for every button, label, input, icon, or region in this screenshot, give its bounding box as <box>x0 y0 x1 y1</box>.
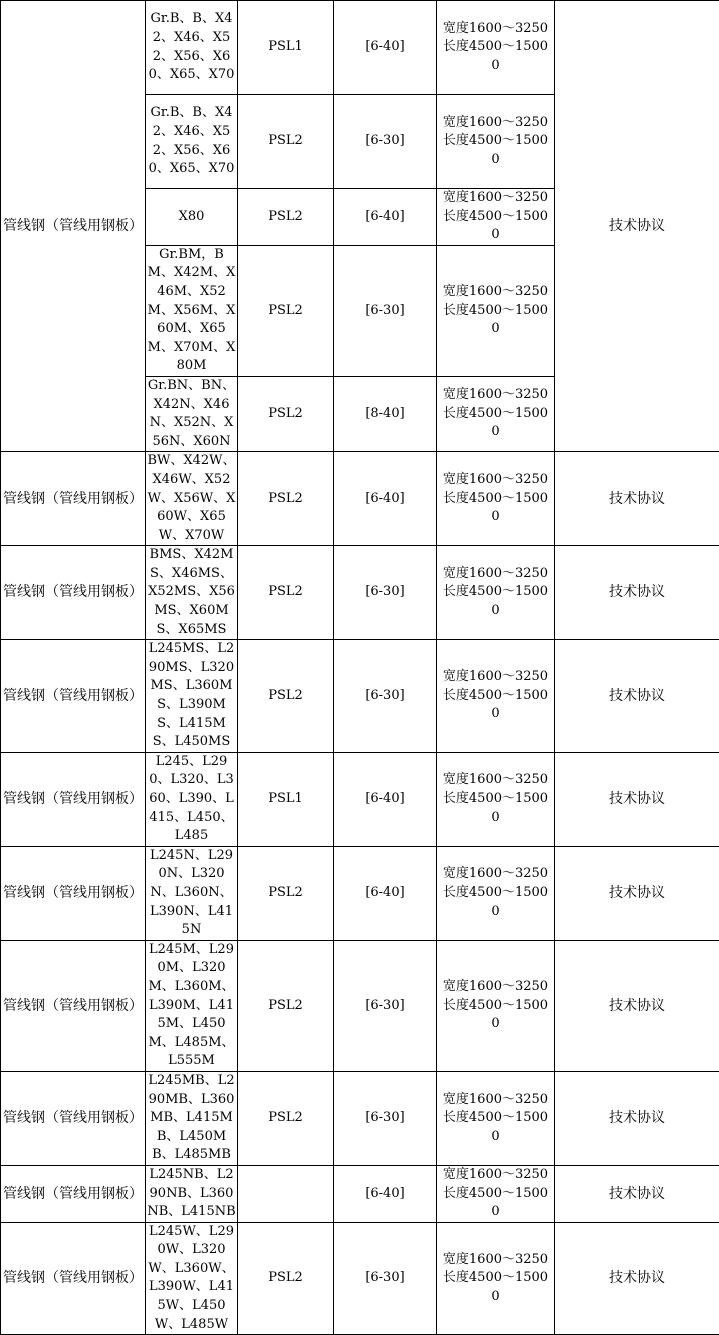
thickness-cell: [6-30] <box>334 546 437 640</box>
note-cell: 技术协议 <box>555 846 719 940</box>
dimensions-cell: 宽度1600～3250长度4500～15000 <box>437 245 555 376</box>
product-cell: 管线钢（管线用钢板） <box>1 1222 146 1335</box>
level-cell: PSL1 <box>238 1 334 95</box>
grade-cell: Gr.BN、BN、X42N、X46N、X52N、X56N、X60N <box>146 376 238 451</box>
note-cell: 技术协议 <box>555 752 719 846</box>
table-row <box>1 452 719 546</box>
level-cell: PSL2 <box>238 189 334 246</box>
dimensions-cell: 宽度1600～3250长度4500～15000 <box>437 376 555 451</box>
grade-cell: Gr.BM，BM、X42M、X46M、X52M、X56M、X60M、X65M、X70M、X80M <box>146 245 238 376</box>
thickness-cell: [6-40] <box>334 752 437 846</box>
note-cell: 技术协议 <box>555 1222 719 1335</box>
dimensions-cell: 宽度1600～3250长度4500～15000 <box>437 546 555 640</box>
product-cell: 管线钢（管线用钢板） <box>1 1165 146 1222</box>
table-row <box>1 640 719 753</box>
grade-cell: L245MB、L290MB、L360MB、L415MB、L450MB、L485MB <box>146 1071 238 1165</box>
thickness-cell: [6-30] <box>334 1222 437 1335</box>
level-cell <box>238 1165 334 1222</box>
thickness-cell: [6-40] <box>334 189 437 246</box>
level-cell: PSL2 <box>238 846 334 940</box>
table-row <box>1 1 719 95</box>
level-cell: PSL2 <box>238 245 334 376</box>
note-cell: 技术协议 <box>555 1165 719 1222</box>
dimensions-cell: 宽度1600～3250长度4500～15000 <box>437 189 555 246</box>
thickness-cell: [6-30] <box>334 940 437 1071</box>
product-cell: 管线钢（管线用钢板） <box>1 752 146 846</box>
product-cell: 管线钢（管线用钢板） <box>1 640 146 753</box>
note-cell: 技术协议 <box>555 452 719 546</box>
level-cell: PSL2 <box>238 376 334 451</box>
grade-cell: BW、X42W、X46W、X52W、X56W、X60W、X65W、X70W <box>146 452 238 546</box>
grade-cell: L245、L290、L320、L360、L390、L415、L450、L485 <box>146 752 238 846</box>
grade-cell: X80 <box>146 189 238 246</box>
thickness-cell: [6-30] <box>334 95 437 189</box>
table-row <box>1 940 719 1071</box>
dimensions-cell: 宽度1600～3250长度4500～15000 <box>437 752 555 846</box>
note-cell: 技术协议 <box>555 1071 719 1165</box>
table-row <box>1 846 719 940</box>
dimensions-cell: 宽度1600～3250长度4500～15000 <box>437 1 555 95</box>
table-row <box>1 546 719 640</box>
thickness-cell: [6-30] <box>334 640 437 753</box>
thickness-cell: [6-40] <box>334 1165 437 1222</box>
dimensions-cell: 宽度1600～3250长度4500～15000 <box>437 1165 555 1222</box>
grade-cell: Gr.B、B、X42、X46、X52、X56、X60、X65、X70 <box>146 1 238 95</box>
level-cell: PSL2 <box>238 1222 334 1335</box>
level-cell: PSL2 <box>238 640 334 753</box>
note-cell: 技术协议 <box>555 640 719 753</box>
level-cell: PSL2 <box>238 546 334 640</box>
dimensions-cell: 宽度1600～3250长度4500～15000 <box>437 640 555 753</box>
note-cell: 技术协议 <box>555 940 719 1071</box>
level-cell: PSL2 <box>238 1071 334 1165</box>
thickness-cell: [6-30] <box>334 1071 437 1165</box>
grade-cell: L245W、L290W、L320W、L360W、L390W、L415W、L450W、L485W <box>146 1222 238 1335</box>
thickness-cell: [6-40] <box>334 1 437 95</box>
thickness-cell: [6-30] <box>334 245 437 376</box>
note-cell: 技术协议 <box>555 546 719 640</box>
table-row <box>1 1165 719 1222</box>
thickness-cell: [6-40] <box>334 452 437 546</box>
grade-cell: L245MS、L290MS、L320MS、L360MS、L390MS、L415MS、L450MS <box>146 640 238 753</box>
dimensions-cell: 宽度1600～3250长度4500～15000 <box>437 452 555 546</box>
grade-cell: L245N、L290N、L320N、L360N、L390N、L415N <box>146 846 238 940</box>
level-cell: PSL2 <box>238 940 334 1071</box>
table-row <box>1 1222 719 1335</box>
dimensions-cell: 宽度1600～3250长度4500～15000 <box>437 1071 555 1165</box>
product-cell: 管线钢（管线用钢板） <box>1 546 146 640</box>
thickness-cell: [8-40] <box>334 376 437 451</box>
note-cell: 技术协议 <box>555 1 719 452</box>
table-row <box>1 752 719 846</box>
grade-cell: Gr.B、B、X42、X46、X52、X56、X60、X65、X70 <box>146 95 238 189</box>
grade-cell: L245M、L290M、L320M、L360M、L390M、L415M、L450M、L485M、L555M <box>146 940 238 1071</box>
dimensions-cell: 宽度1600～3250长度4500～15000 <box>437 940 555 1071</box>
dimensions-cell: 宽度1600～3250长度4500～15000 <box>437 95 555 189</box>
dimensions-cell: 宽度1600～3250长度4500～15000 <box>437 1222 555 1335</box>
product-cell: 管线钢（管线用钢板） <box>1 1071 146 1165</box>
product-cell: 管线钢（管线用钢板） <box>1 940 146 1071</box>
grade-cell: BMS、X42MS、X46MS、X52MS、X56MS、X60MS、X65MS <box>146 546 238 640</box>
thickness-cell: [6-40] <box>334 846 437 940</box>
grade-cell: L245NB、L290NB、L360NB、L415NB <box>146 1165 238 1222</box>
product-cell: 管线钢（管线用钢板） <box>1 846 146 940</box>
product-cell: 管线钢（管线用钢板） <box>1 452 146 546</box>
dimensions-cell: 宽度1600～3250长度4500～15000 <box>437 846 555 940</box>
table-row <box>1 1071 719 1165</box>
product-cell: 管线钢（管线用钢板） <box>1 1 146 452</box>
level-cell: PSL2 <box>238 95 334 189</box>
level-cell: PSL2 <box>238 452 334 546</box>
level-cell: PSL1 <box>238 752 334 846</box>
